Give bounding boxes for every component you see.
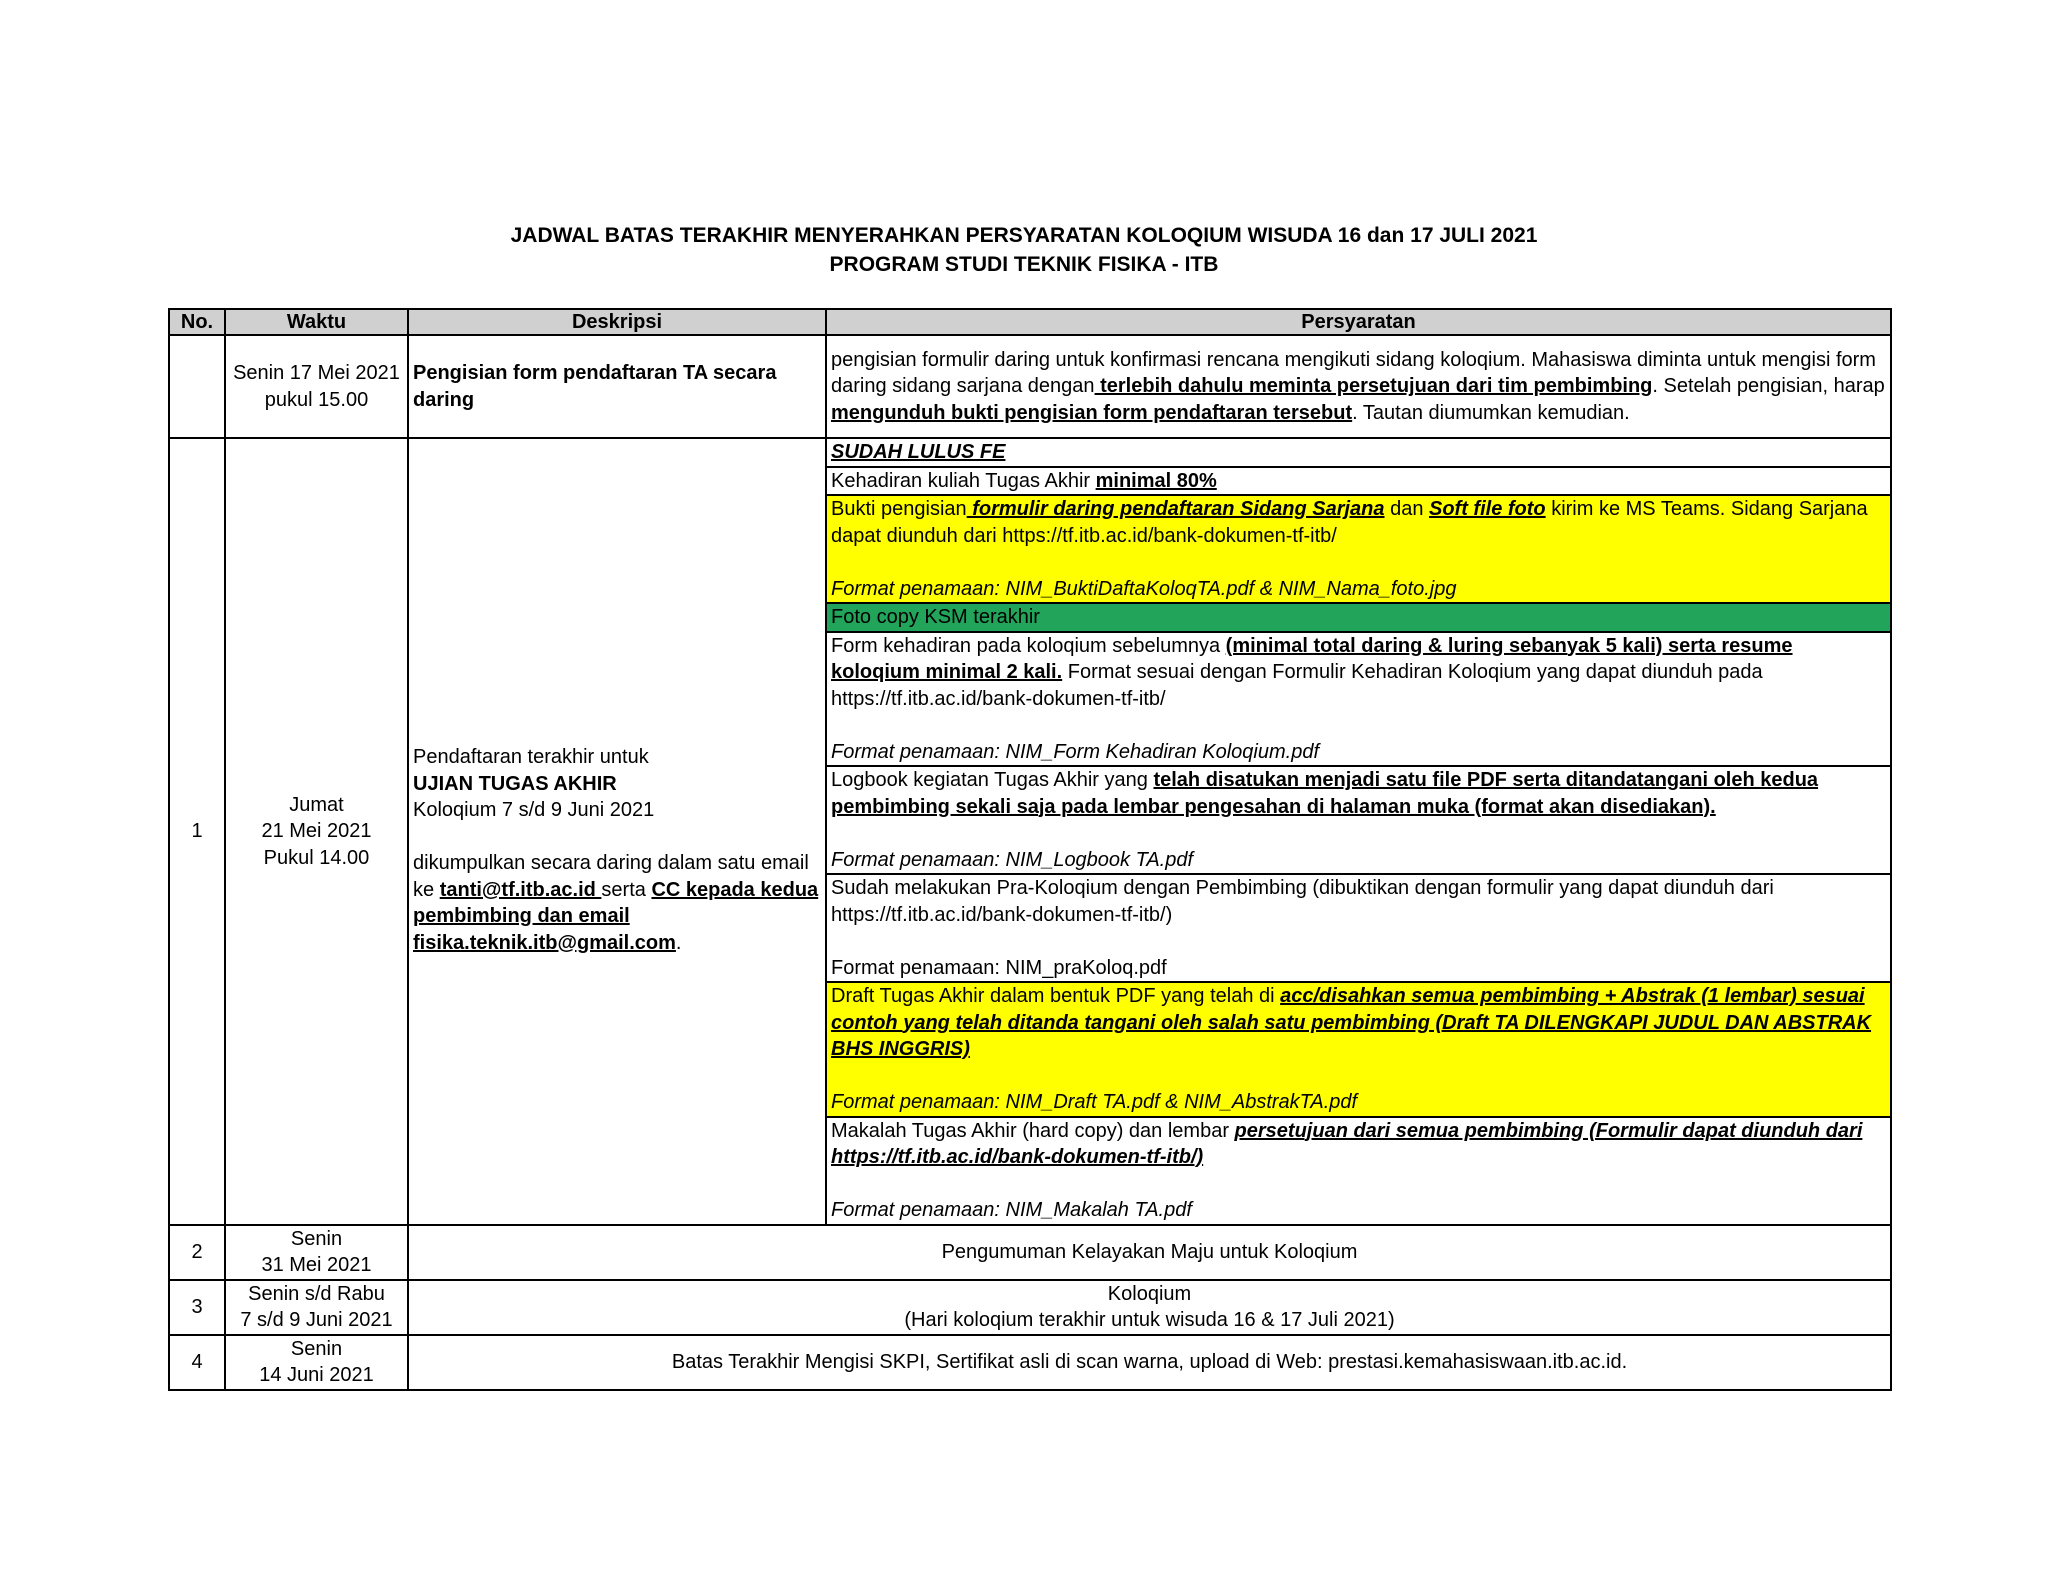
req-emphasis: acc/disahkan semua pembimbing + Abstrak (1 lembar) sesuai contoh yang telah ditanda tangani oleh salah satu pembimbing (Draft TA DILENGKAPI JUDUL DAN ABSTRAK BHS INGGRIS) xyxy=(831,985,1872,1060)
row-waktu xyxy=(225,438,408,1225)
req-paragraph xyxy=(831,1118,1886,1171)
req-item xyxy=(827,467,1890,496)
req-item xyxy=(827,1117,1890,1224)
req-emphasis: minimal 80% xyxy=(1095,469,1217,492)
req-emphasis: Soft file foto xyxy=(1429,498,1546,520)
table-row xyxy=(169,335,1891,438)
req-paragraph xyxy=(831,983,1886,1063)
req-text: . Tautan diumumkan kemudian. xyxy=(1352,401,1630,424)
req-item: SUDAH LULUS FE xyxy=(827,439,1890,467)
desc-line: UJIAN TUGAS AKHIR xyxy=(413,772,617,795)
req-paragraph: Sudah melakukan Pra-Koloqium dengan Pembimbing (dibuktikan dengan formulir yang dapat diunduh dari https://tf.itb.ac.id/bank-dokumen-tf-itb/) xyxy=(831,877,1774,926)
req-format: Format penamaan: NIM_praKoloq.pdf xyxy=(831,956,1167,979)
waktu-line: Senin xyxy=(290,1337,343,1360)
document-subtitle: PROGRAM STUDI TEKNIK FISIKA - ITB xyxy=(829,253,1219,276)
req-emphasis: mengunduh bukti pengisian form pendaftaran tersebut xyxy=(831,401,1353,424)
req-emphasis: (minimal total daring & luring sebanyak 5 kali) serta resume koloqium minimal 2 kali. xyxy=(831,634,1793,683)
header-waktu: Waktu xyxy=(225,309,408,335)
req-text: Kehadiran kuliah Tugas Akhir xyxy=(831,469,1096,492)
requirements-cell xyxy=(826,438,1891,1225)
spacer xyxy=(413,824,821,851)
row-no: 2 xyxy=(169,1225,225,1280)
req-text: Bukti pengisian xyxy=(831,498,967,520)
desc-line: Koloqium 7 s/d 9 Juni 2021 xyxy=(413,799,655,822)
spacer xyxy=(831,1171,1886,1198)
row-persyaratan xyxy=(826,335,1891,438)
req-format: Format penamaan: NIM_Makalah TA.pdf xyxy=(831,1199,1192,1221)
table-header-row xyxy=(169,309,1891,335)
waktu-line: pukul 15.00 xyxy=(264,388,369,411)
req-paragraph xyxy=(831,767,1886,820)
header-no: No. xyxy=(169,309,225,335)
row-description: Pengumuman Kelayakan Maju untuk Koloqium xyxy=(408,1225,1891,1280)
req-paragraph xyxy=(831,496,1886,549)
spacer xyxy=(831,820,1886,847)
req-format: Format penamaan: NIM_BuktiDaftaKoloqTA.pdf & NIM_Nama_foto.jpg xyxy=(831,577,1457,600)
row-waktu xyxy=(225,1335,408,1390)
waktu-line: Jumat xyxy=(289,793,344,816)
waktu-line: 21 Mei 2021 xyxy=(261,820,372,842)
waktu-line: 31 Mei 2021 xyxy=(261,1254,372,1276)
desc-line: Koloqium xyxy=(1107,1282,1192,1305)
cc-instruction: CC kepada kedua pembimbing dan email fisika.teknik.itb@gmail.com xyxy=(413,878,819,954)
req-text: Draft Tugas Akhir dalam bentuk PDF yang telah di xyxy=(831,985,1281,1007)
waktu-line: 7 s/d 9 Juni 2021 xyxy=(240,1309,393,1331)
requirements-list xyxy=(827,439,1890,1224)
waktu-line: Pukul 14.00 xyxy=(263,846,370,869)
spacer xyxy=(831,549,1886,576)
document-title: JADWAL BATAS TERAKHIR MENYERAHKAN PERSYARATAN KOLOQIUM WISUDA 16 dan 17 JULI 2021 xyxy=(510,224,1538,247)
req-item: Foto copy KSM terakhir xyxy=(827,603,1890,632)
req-text: pengisian formulir daring untuk konfirmasi rencana mengikuti sidang koloqium. Mahasiswa diminta untuk mengisi form daring sidang sarjana dengan xyxy=(831,348,1876,398)
waktu-line: Senin xyxy=(290,1227,343,1250)
waktu-line: 14 Juni 2021 xyxy=(259,1364,374,1386)
req-format: Format penamaan: NIM_Form Kehadiran Koloqium.pdf xyxy=(831,740,1320,763)
email-link[interactable]: tanti@tf.itb.ac.id xyxy=(439,878,602,901)
row-deskripsi xyxy=(408,438,826,1225)
req-emphasis: telah disatukan menjadi satu file PDF serta ditandatangani oleh kedua pembimbing sekali saja pada lembar pengesahan di halaman muka (format akan disediakan). xyxy=(831,769,1819,818)
desc-text: dikumpulkan secara daring dalam satu email ke xyxy=(413,852,809,901)
table-row xyxy=(169,1280,1891,1335)
header-deskripsi: Deskripsi xyxy=(408,309,826,335)
req-text: Format sesuai dengan Formulir Kehadiran Koloqium yang dapat diunduh pada https://tf.itb.ac.id/bank-dokumen-tf-itb/ xyxy=(831,661,1763,710)
schedule-table xyxy=(168,308,1892,1391)
req-item xyxy=(827,495,1890,603)
row-waktu xyxy=(225,335,408,438)
table-row xyxy=(169,1225,1891,1280)
req-paragraph xyxy=(831,633,1886,713)
req-item xyxy=(827,632,1890,767)
desc-line: (Hari koloqium terakhir untuk wisuda 16 & 17 Juli 2021) xyxy=(904,1309,1395,1331)
row-waktu xyxy=(225,1225,408,1280)
spacer xyxy=(831,712,1886,739)
req-emphasis: formulir daring pendaftaran Sidang Sarjana xyxy=(966,498,1385,520)
req-emphasis: terlebih dahulu meminta persetujuan dari tim pembimbing xyxy=(1094,375,1653,398)
req-text: Logbook kegiatan Tugas Akhir yang xyxy=(831,769,1154,791)
waktu-line: Senin s/d Rabu xyxy=(248,1282,385,1305)
req-text: dan xyxy=(1384,498,1429,520)
row-description: Batas Terakhir Mengisi SKPI, Sertifikat asli di scan warna, upload di Web: prestasi.kemahasiswaan.itb.ac.id. xyxy=(408,1335,1891,1390)
desc-text: serta xyxy=(601,878,652,901)
req-emphasis: persetujuan dari semua pembimbing (Formulir dapat diunduh dari https://tf.itb.ac.id/bank-dokumen-tf-itb/) xyxy=(831,1119,1863,1168)
row-description xyxy=(408,1280,1891,1335)
row-no: 4 xyxy=(169,1335,225,1390)
desc-line: Pendaftaran terakhir untuk xyxy=(413,746,649,769)
req-format: Format penamaan: NIM_Draft TA.pdf & NIM_AbstrakTA.pdf xyxy=(831,1091,1358,1113)
req-format: Format penamaan: NIM_Logbook TA.pdf xyxy=(831,848,1194,871)
desc-text: . xyxy=(675,931,682,954)
req-text: Makalah Tugas Akhir (hard copy) dan lembar xyxy=(831,1119,1235,1142)
spacer xyxy=(831,1063,1886,1090)
req-text: . Setelah pengisian, harap xyxy=(1652,375,1885,398)
row-no xyxy=(169,335,225,438)
row-no: 1 xyxy=(169,438,225,1225)
row-deskripsi: Pengisian form pendaftaran TA secara daring xyxy=(408,335,826,438)
table-row xyxy=(169,1335,1891,1390)
spacer xyxy=(831,928,1886,955)
desc-paragraph xyxy=(413,850,821,956)
waktu-line: Senin 17 Mei 2021 xyxy=(233,362,400,384)
header-persyaratan: Persyaratan xyxy=(826,309,1891,335)
row-waktu xyxy=(225,1280,408,1335)
req-text: kirim ke MS Teams. Sidang Sarjana dapat diunduh dari https://tf.itb.ac.id/bank-dokumen-tf-itb/ xyxy=(831,498,1868,547)
req-item xyxy=(827,874,1890,982)
row-no: 3 xyxy=(169,1280,225,1335)
req-text: Form kehadiran pada koloqium sebelumnya xyxy=(831,634,1226,657)
req-item xyxy=(827,982,1890,1117)
req-item xyxy=(827,766,1890,874)
table-row xyxy=(169,438,1891,1225)
